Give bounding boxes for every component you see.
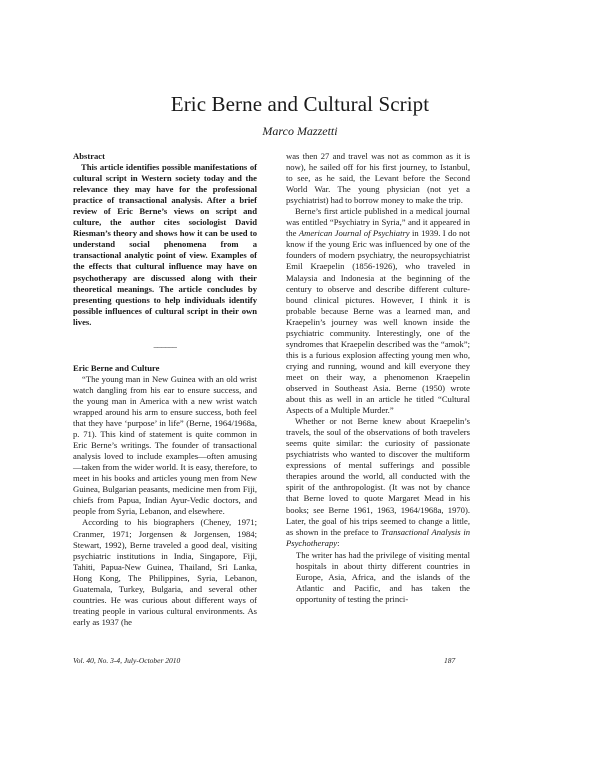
left-column	[73, 151, 257, 628]
body-text: in 1939. I do not know if the young Eric was influenced by one of the founders of modern psychiatry, the neuropsychiatrist Emil Kraepelin (1856-1926), who traveled in Malaysia and Indonesia at the beginning of the century to observe and describe different culture-bound clinical pictures. However, I think it is probable because Berne was a learned man, and Kraepelin’s journey was well known inside the psychiatric community. Interestingly, one of the syndromes that Kraepelin described was the “amok”; this is a furious explosion affecting young men who, crying and running, wound and kill everyone they meet on their way, a phenomenon Kraepelin observed in Southeast Asia. Berne (1950) wrote about this as well in an article he titled “Cultural Aspects of a Multiple Murder.”	[286, 228, 470, 416]
block-quote: The writer has had the privilege of visiting mental hospitals in about thirty different countries in Europe, Asia, Africa, and the islands of the Atlantic and Pacific, and has taken the opportunity of testing the princi-	[296, 549, 470, 604]
section-heading: Eric Berne and Culture	[73, 362, 160, 373]
section-separator: ______	[153, 338, 177, 349]
author-name: Marco Mazzetti	[262, 124, 338, 138]
paper-title: Eric Berne and Cultural Script	[170, 92, 430, 116]
book-title: Transactional Analysis in Psychotherapy	[286, 526, 471, 548]
right-column	[286, 151, 470, 605]
body-paragraph: was then 27 and travel was not as common as it is now), he sailed off for his first journey, to Istanbul, to see, as he said, the Levant before the Second World War. The young physician (not yet a psychiatrist) had to borrow money to make the trip.	[286, 151, 470, 206]
journal-issue: Vol. 40, No. 3-4, July-October 2010	[73, 656, 181, 665]
body-paragraph: “The young man in New Guinea with an old wrist watch dangling from his ear to ensure success, and the young man in America with a new wrist watch wrapped around his arm to ensure success, both feel that they have ‘purpose’ in life” (Berne, 1964/1968a, p. 71). This kind of statement is quite common in Eric Berne’s writings. The founder of transactional analysis loved to include examples—often amusing—taken from the wider world. It is easy, therefore, to meet in his books and articles young men from New Guinea, Bulgarian peasants, medicine men from Fiji, chiefs from Papua, Indian Ayur-Vedic doctors, and people from Syria, Lebanon, and elsewhere.	[73, 373, 257, 517]
page-number: 187	[444, 656, 456, 665]
body-text: :	[337, 537, 340, 548]
journal-title: American Journal of Psychiatry	[298, 228, 410, 239]
abstract-text: This article identifies possible manifestations of cultural script in Western society today and the relevance they may have for the professional practice of transactional analysis. After a brief review of Eric Berne’s views on script and culture, the author cites sociologist David Riesman’s theory and shows how it can be used to understand social phenomena from a transactional analytic point of view. Examples of the effects that cultural influence may have on psychotherapy are discussed along with their theoretical meanings. The article concludes by presenting questions to help individuals identify possible influences of cultural script in their own lives.	[73, 162, 257, 327]
body-paragraph: According to his biographers (Cheney, 1971; Cranmer, 1971; Jorgensen & Jorgensen, 1984; Stewart, 1992), Berne traveled a good deal, visiting psychiatric institutions in India, Singapore, Fiji, Tahiti, Papua-New Guinea, Thailand, Sri Lanka, Hong Kong, The Philippines, Syria, Lebanon, Guatemala, Turkey, Bulgaria, and several other countries. He was curious about different ways of treating people in various cultural environments. As early as 1937 (he	[73, 517, 257, 627]
body-text: Whether or not Berne knew about Kraepelin’s travels, the soul of the observations of both travelers seems quite similar: the curiosity of passionate psychiatrists who wanted to discover the multiform expressions of mental sufferings and possible therapies around the world, all conducted with the spirit of the anthropologist. (It was not by chance that Berne loved to quote Margaret Mead in his books; see Berne 1961, 1963, 1964/1968a, 1970). Later, the goal of his trips seemed to change a little, as shown in the preface to	[286, 416, 470, 537]
body-paragraph	[286, 416, 470, 549]
body-text: Berne’s first article published in a medical journal was entitled “Psychiatry in Syria,” and it appeared in the	[286, 206, 470, 239]
abstract-heading: Abstract	[73, 151, 105, 161]
body-paragraph	[286, 206, 470, 416]
